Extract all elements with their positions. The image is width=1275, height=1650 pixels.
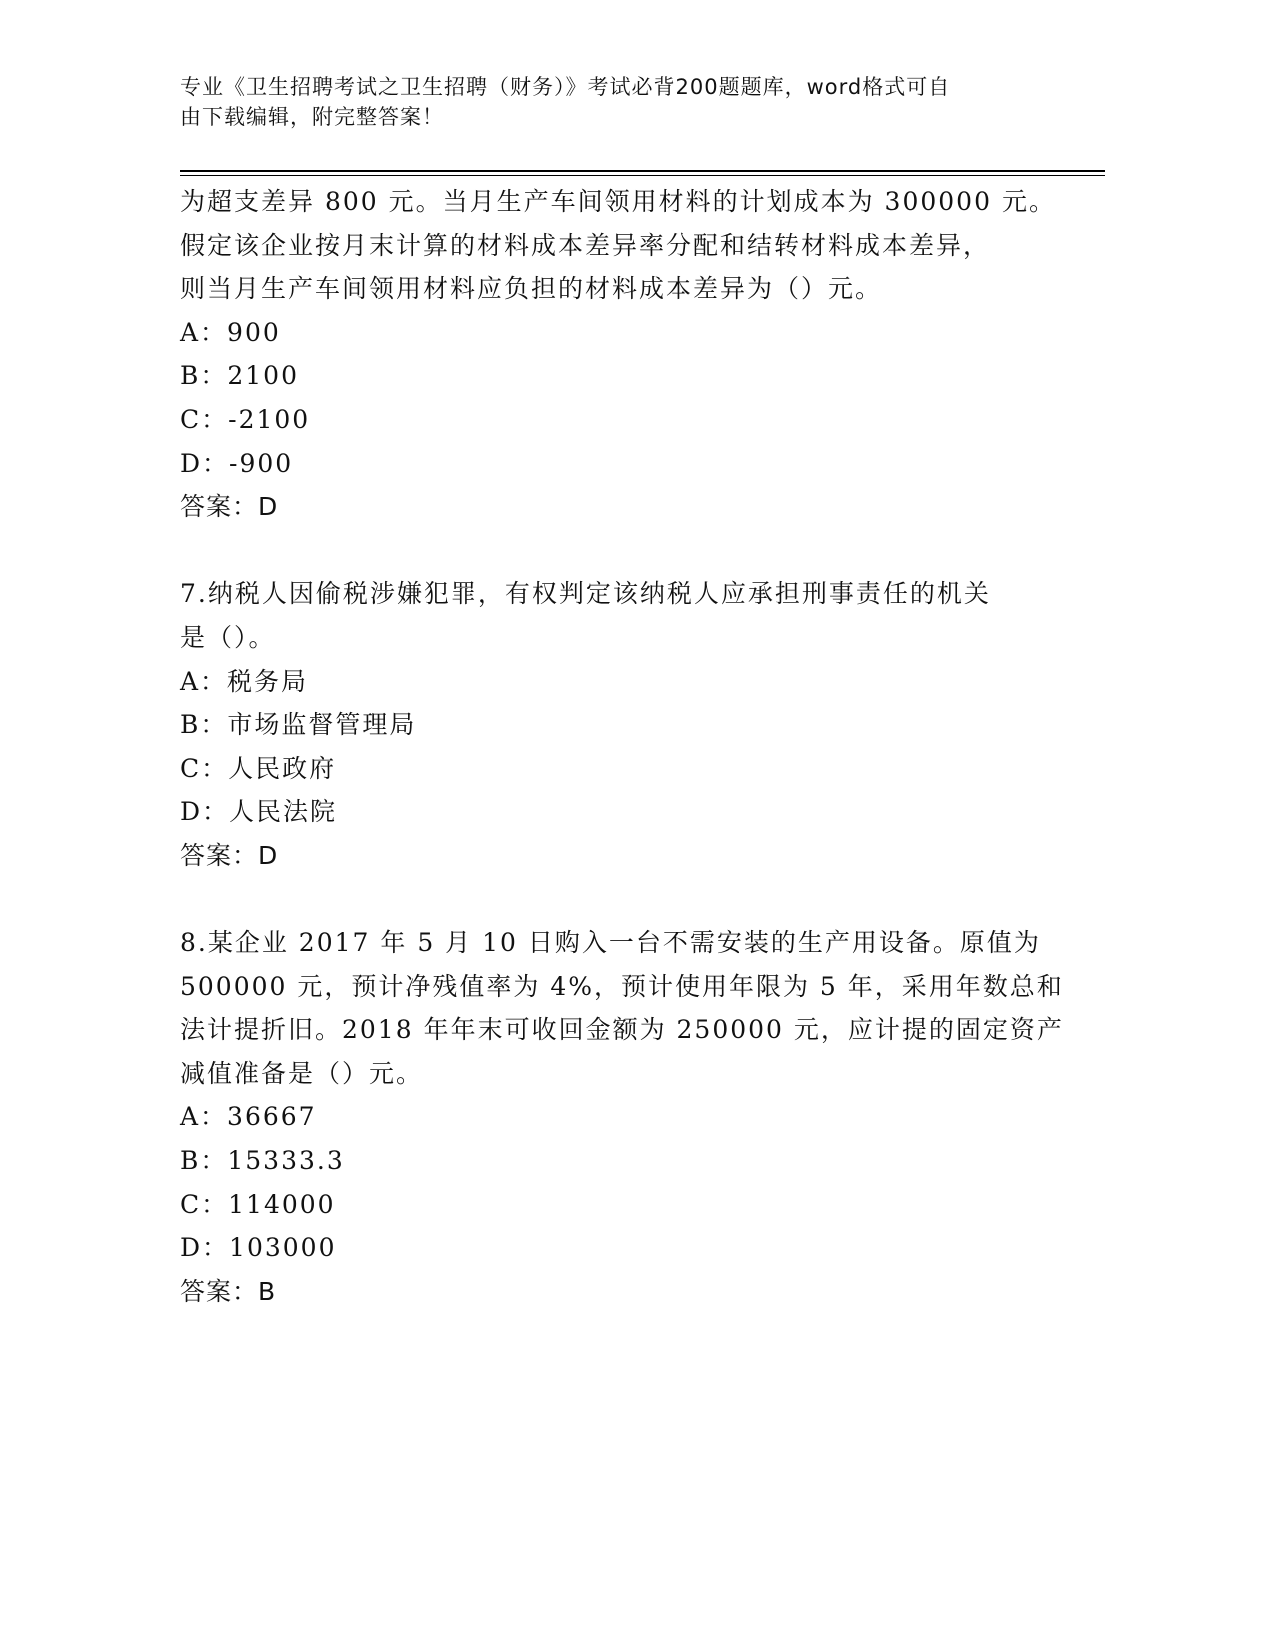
answer: 答案：B (180, 1276, 277, 1306)
header-divider (180, 175, 1105, 176)
question-stem: 法计提折旧。2018 年年末可收回金额为 250000 元，应计提的固定资产 (180, 1015, 1064, 1045)
question-stem: 8.某企业 2017 年 5 月 10 日购入一台不需安装的生产用设备。原值为 (180, 928, 1041, 958)
option-d: D：-900 (180, 448, 294, 478)
question (180, 572, 1080, 877)
option-c: C：-2100 (180, 404, 311, 434)
option-b: B：2100 (180, 361, 299, 391)
option-b: B：15333.3 (180, 1146, 345, 1176)
question (180, 921, 1080, 1313)
option-d: D：103000 (180, 1233, 337, 1263)
question-stem: 假定该企业按月末计算的材料成本差异率分配和结转材料成本差异， (180, 230, 991, 260)
question (180, 180, 1080, 529)
option-a: A：900 (180, 317, 281, 347)
question-stem: 500000 元，预计净残值率为 4%，预计使用年限为 5 年，采用年数总和 (180, 971, 1064, 1001)
question-stem: 则当月生产车间领用材料应负担的材料成本差异为（）元。 (180, 274, 883, 304)
answer: 答案：D (180, 492, 279, 522)
header-line: 专业《卫生招聘考试之卫生招聘（财务）》考试必背200题题库，word格式可自 (180, 75, 951, 99)
header-divider (180, 170, 1105, 172)
question-stem: 为超支差异 800 元。当月生产车间领用材料的计划成本为 300000 元。 (180, 187, 1056, 216)
answer: 答案：D (180, 840, 279, 870)
option-c: C：人民政府 (180, 753, 337, 783)
option-a: A：税务局 (180, 666, 309, 696)
question-stem: 7.纳税人因偷税涉嫌犯罪，有权判定该纳税人应承担刑事责任的机关 (180, 579, 991, 609)
header-line: 由下载编辑，附完整答案！ (180, 105, 444, 129)
option-c: C：114000 (180, 1189, 336, 1219)
option-d: D：人民法院 (180, 797, 338, 827)
option-a: A：36667 (180, 1102, 317, 1132)
option-b: B：市场监督管理局 (180, 710, 417, 740)
document-header (180, 72, 1040, 132)
question-stem: 减值准备是（）元。 (180, 1058, 424, 1088)
question-list (180, 180, 1080, 1313)
question-stem: 是（）。 (180, 622, 276, 652)
